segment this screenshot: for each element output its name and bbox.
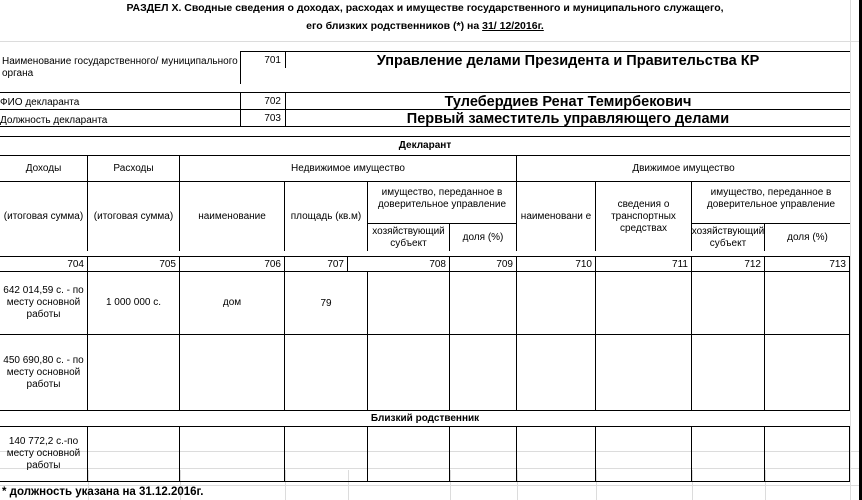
movable-trust-share-header: доля (%) bbox=[765, 223, 850, 251]
empty-cell bbox=[765, 272, 850, 335]
realty-name-header: наименование bbox=[180, 181, 285, 251]
realty-trust-subject-header: хозяйствующий субъект bbox=[368, 223, 450, 251]
code-cell: 712 bbox=[692, 256, 765, 272]
organ-code: 701 bbox=[240, 51, 286, 68]
declaration-table bbox=[0, 136, 850, 482]
empty-cell bbox=[368, 427, 450, 482]
fio-label: ФИО декларанта bbox=[0, 92, 240, 108]
realty-header: Недвижимое имущество bbox=[180, 155, 517, 181]
position-code: 703 bbox=[240, 109, 286, 127]
empty-cell bbox=[596, 272, 692, 335]
relative-section-header: Близкий родственник bbox=[0, 411, 850, 427]
declarant-section-header: Декларант bbox=[0, 136, 850, 155]
movable-trust-subject-header: хозяйствующий субъект bbox=[692, 223, 765, 251]
realty-name-cell: дом bbox=[180, 272, 285, 335]
realty-trust-header: имущество, переданное в доверительное управление bbox=[368, 181, 517, 223]
realty-trust-share-header: доля (%) bbox=[450, 223, 517, 251]
position-label: Должность декларанта bbox=[0, 109, 240, 127]
organ-label: Наименование государственного/ муниципального органа bbox=[2, 56, 238, 79]
fio-value: Тулебердиев Ренат Темирбекович bbox=[286, 92, 850, 109]
empty-cell bbox=[692, 272, 765, 335]
organ-value: Управление делами Президента и Правительства КР bbox=[286, 51, 850, 68]
income-cell: 450 690,80 с. - по месту основной работы bbox=[0, 335, 88, 411]
empty-cell bbox=[450, 335, 517, 411]
income-cell: 642 014,59 с. - по месту основной работы bbox=[0, 272, 88, 335]
empty-cell bbox=[368, 335, 450, 411]
realty-area-header: площадь (кв.м) bbox=[285, 181, 368, 251]
income-header: Доходы bbox=[0, 155, 88, 181]
expenses-sub-header: (итоговая сумма) bbox=[88, 181, 180, 251]
organ-code-blank bbox=[240, 68, 286, 84]
movable-transport-header: сведения о транспортных средствах bbox=[596, 181, 692, 251]
code-cell: 713 bbox=[765, 256, 850, 272]
empty-cell bbox=[765, 427, 850, 482]
realty-name-cell bbox=[180, 427, 285, 482]
expenses-cell: 1 000 000 с. bbox=[88, 272, 180, 335]
empty-cell bbox=[517, 272, 596, 335]
realty-area-cell: 79 bbox=[285, 272, 368, 335]
code-cell: 708 bbox=[348, 256, 450, 272]
expenses-cell bbox=[88, 335, 180, 411]
code-cell: 707 bbox=[285, 256, 348, 272]
footer-note: * должность указана на 31.12.2016г. bbox=[2, 486, 204, 498]
position-value: Первый заместитель управляющего делами bbox=[286, 109, 850, 127]
income-cell: 140 772,2 с.-по месту основной работы bbox=[0, 427, 88, 482]
info-block bbox=[0, 51, 850, 132]
realty-name-cell bbox=[180, 335, 285, 411]
expenses-cell bbox=[88, 427, 180, 482]
code-cell: 704 bbox=[0, 256, 88, 272]
empty-cell bbox=[368, 272, 450, 335]
empty-cell bbox=[450, 427, 517, 482]
report-date: 31/ 12/2016г. bbox=[482, 20, 544, 32]
code-cell: 709 bbox=[450, 256, 517, 272]
empty-cell bbox=[692, 427, 765, 482]
empty-cell bbox=[517, 335, 596, 411]
empty-cell bbox=[450, 272, 517, 335]
movable-name-header: наименовани е bbox=[517, 181, 596, 251]
code-cell: 705 bbox=[88, 256, 180, 272]
empty-cell bbox=[596, 427, 692, 482]
empty-cell bbox=[765, 335, 850, 411]
empty-cell bbox=[517, 427, 596, 482]
code-cell: 706 bbox=[180, 256, 285, 272]
code-cell: 711 bbox=[596, 256, 692, 272]
empty-cell bbox=[596, 335, 692, 411]
section-subtitle: его близких родственников (*) на 31/ 12/2016г. bbox=[306, 20, 544, 32]
code-cell: 710 bbox=[517, 256, 596, 272]
expenses-header: Расходы bbox=[88, 155, 180, 181]
section-title: РАЗДЕЛ X. Сводные сведения о доходах, расходах и имуществе государственного и муниципального служащего, bbox=[126, 2, 724, 14]
empty-cell bbox=[692, 335, 765, 411]
realty-area-cell bbox=[285, 427, 368, 482]
movable-header: Движимое имущество bbox=[517, 155, 850, 181]
income-sub-header: (итоговая сумма) bbox=[0, 181, 88, 251]
fio-code: 702 bbox=[240, 92, 286, 109]
movable-trust-header: имущество, переданное в доверительное управление bbox=[692, 181, 850, 223]
realty-area-cell bbox=[285, 335, 368, 411]
